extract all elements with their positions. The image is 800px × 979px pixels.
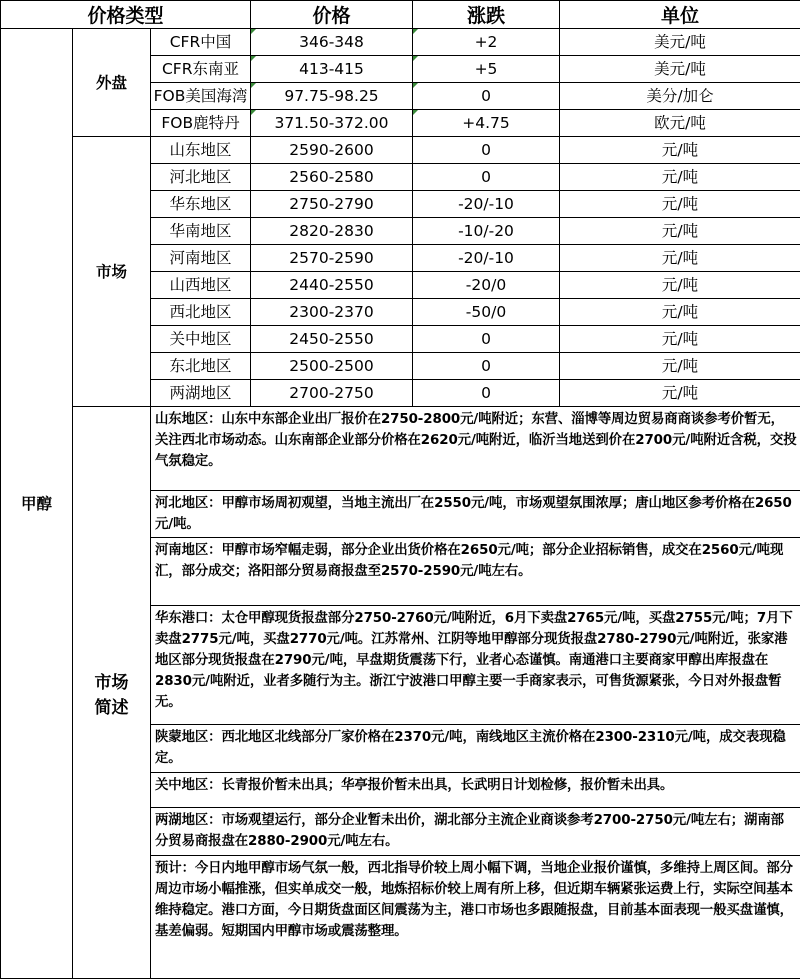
summary-guanzhong: 关中地区：长青报价暂未出具；华亭报价暂未出具，长武明日计划检修，报价暂未出具。 (151, 773, 800, 808)
summary-label-line2: 简述 (95, 698, 129, 718)
row-price: 413-415 (251, 56, 413, 83)
row-price: 2750-2790 (251, 191, 413, 218)
row-unit: 美分/加仑 (560, 83, 800, 110)
row-change: +2 (413, 29, 560, 56)
row-change: 0 (413, 353, 560, 380)
header-price: 价格 (251, 1, 413, 29)
row-name: 东北地区 (151, 353, 251, 380)
row-unit: 元/吨 (560, 326, 800, 353)
row-name: FOB美国海湾 (151, 83, 251, 110)
row-name: CFR东南亚 (151, 56, 251, 83)
row-name: 山东地区 (151, 137, 251, 164)
row-price: 2700-2750 (251, 380, 413, 407)
row-name: CFR中国 (151, 29, 251, 56)
row-change: +5 (413, 56, 560, 83)
row-change: -20/-10 (413, 245, 560, 272)
summary-shandong: 山东地区：山东中东部企业出厂报价在2750-2800元/吨附近；东营、淄博等周边贸易商商谈参考价暂无，关注西北市场动态。山东南部企业部分价格在2620元/吨附近，临沂当地送到价在2700元/吨附近含税，交投气氛稳定。 (151, 407, 800, 491)
row-name: 华东地区 (151, 191, 251, 218)
row-price: 2450-2550 (251, 326, 413, 353)
row-name: 华南地区 (151, 218, 251, 245)
external-row (1, 29, 800, 56)
row-unit: 元/吨 (560, 218, 800, 245)
market-row (1, 137, 800, 164)
row-unit: 美元/吨 (560, 29, 800, 56)
row-change: 0 (413, 326, 560, 353)
row-unit: 元/吨 (560, 353, 800, 380)
header-row (1, 1, 800, 29)
row-change: 0 (413, 164, 560, 191)
summary-east-china-port: 华东港口：太仓甲醇现货报盘部分2750-2760元/吨附近，6月下卖盘2765元/吨，买盘2755元/吨；7月下卖盘2775元/吨，买盘2770元/吨。江苏常州、江阴等地甲醇部分现货报盘2780-2790元/吨附近，张家港地区部分现货报盘在2790元/吨，早盘期货震荡下行，业者心态谨慎。南通港口主要商家甲醇出库报盘在2830元/吨附近，业者多随行为主。浙江宁波港口甲醇主要一手商家表示，可售货源紧张，今日对外报盘暂无。 (151, 606, 800, 725)
row-unit: 美元/吨 (560, 56, 800, 83)
product-label: 甲醇 (1, 29, 73, 979)
row-unit: 元/吨 (560, 380, 800, 407)
row-name: 关中地区 (151, 326, 251, 353)
row-change: -20/-10 (413, 191, 560, 218)
summary-forecast: 预计：今日内地甲醇市场气氛一般，西北指导价较上周小幅下调，当地企业报价谨慎，多维持上周区间。部分周边市场小幅推涨，但实单成交一般，地炼招标价较上周有所上移，但近期车辆紧张运费上行，实际空间基本维持稳定。港口方面，今日期货盘面区间震荡为主，港口市场也多跟随报盘，目前基本面表现一般买盘谨慎，基差偏弱。短期国内甲醇市场或震荡整理。 (151, 856, 800, 979)
row-change: 0 (413, 380, 560, 407)
summary-label-line1: 市场 (95, 673, 129, 693)
row-unit: 元/吨 (560, 245, 800, 272)
header-type: 价格类型 (1, 1, 251, 29)
row-name: FOB鹿特丹 (151, 110, 251, 137)
summary-row (1, 407, 800, 491)
row-unit: 元/吨 (560, 272, 800, 299)
row-unit: 元/吨 (560, 164, 800, 191)
row-price: 2440-2550 (251, 272, 413, 299)
row-price: 2570-2590 (251, 245, 413, 272)
row-price: 346-348 (251, 29, 413, 56)
row-price: 2820-2830 (251, 218, 413, 245)
row-change: 0 (413, 137, 560, 164)
row-change: 0 (413, 83, 560, 110)
row-price: 97.75-98.25 (251, 83, 413, 110)
row-change: -50/0 (413, 299, 560, 326)
summary-label (73, 407, 151, 979)
row-name: 河北地区 (151, 164, 251, 191)
header-unit: 单位 (560, 1, 800, 29)
row-price: 2560-2580 (251, 164, 413, 191)
row-change: +4.75 (413, 110, 560, 137)
summary-henan: 河南地区：甲醇市场窄幅走弱，部分企业出货价格在2650元/吨；部分企业招标销售，成交在2560元/吨现汇，部分成交；洛阳部分贸易商报盘至2570-2590元/吨左右。 (151, 538, 800, 606)
row-unit: 元/吨 (560, 191, 800, 218)
market-label: 市场 (73, 137, 151, 407)
row-name: 河南地区 (151, 245, 251, 272)
summary-shaanxi-inner-mongolia: 陕蒙地区：西北地区北线部分厂家价格在2370元/吨，南线地区主流价格在2300-2310元/吨，成交表现稳定。 (151, 725, 800, 773)
row-price: 2300-2370 (251, 299, 413, 326)
row-price: 371.50-372.00 (251, 110, 413, 137)
row-unit: 元/吨 (560, 299, 800, 326)
summary-hebei: 河北地区：甲醇市场周初观望，当地主流出厂在2550元/吨，市场观望氛围浓厚；唐山地区参考价格在2650元/吨。 (151, 491, 800, 538)
row-change: -20/0 (413, 272, 560, 299)
row-unit: 元/吨 (560, 137, 800, 164)
header-change: 涨跌 (413, 1, 560, 29)
summary-two-lakes: 两湖地区：市场观望运行，部分企业暂未出价，湖北部分主流企业商谈参考2700-2750元/吨左右；湖南部分贸易商报盘在2880-2900元/吨左右。 (151, 808, 800, 856)
row-name: 两湖地区 (151, 380, 251, 407)
external-label: 外盘 (73, 29, 151, 137)
row-price: 2590-2600 (251, 137, 413, 164)
row-price: 2500-2500 (251, 353, 413, 380)
row-unit: 欧元/吨 (560, 110, 800, 137)
row-name: 山西地区 (151, 272, 251, 299)
row-name: 西北地区 (151, 299, 251, 326)
row-change: -10/-20 (413, 218, 560, 245)
